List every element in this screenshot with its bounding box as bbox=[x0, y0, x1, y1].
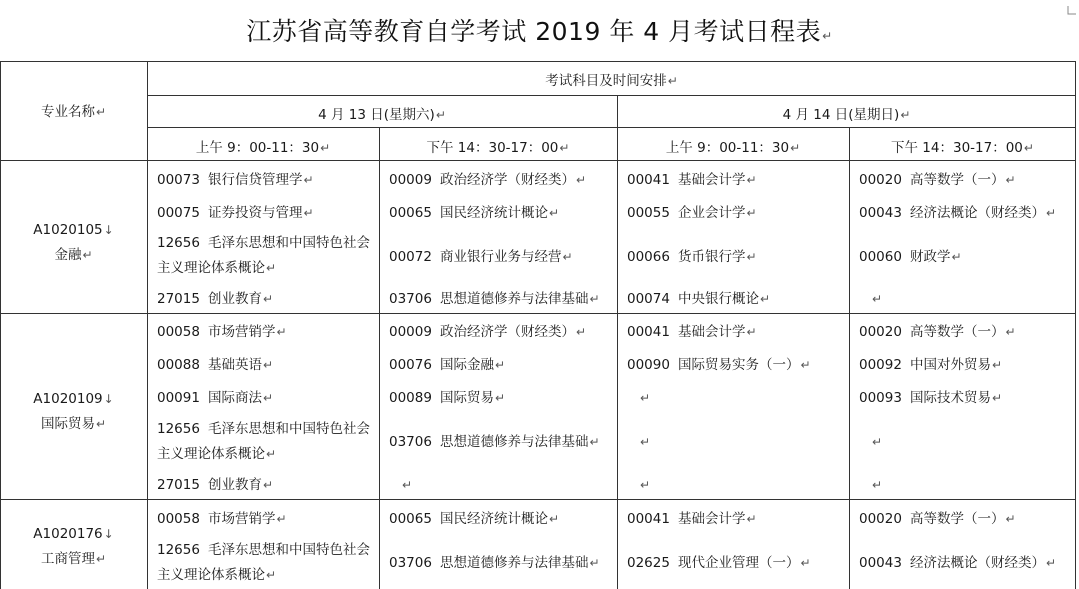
header-slot-1: 上午 9：00-11：30↵ bbox=[195, 140, 331, 156]
course-entry: 00065 国民经济统计概论↵ bbox=[389, 511, 560, 527]
course-entry: 00090 国际贸易实务（一）↵ bbox=[627, 357, 811, 373]
course-entry: 00055 企业会计学↵ bbox=[627, 205, 757, 221]
course-entry: 00092 中国对外贸易↵ bbox=[859, 357, 1003, 373]
header-major-name: 专业名称↵ bbox=[40, 104, 107, 120]
major-label: A1020109↓ 国际贸易↵ bbox=[33, 391, 114, 432]
empty-paragraph-mark: ↵ bbox=[872, 435, 883, 449]
course-entry: 12656 毛泽东思想和中国特色社会主义理论体系概论↵ bbox=[157, 235, 370, 276]
course-entry: 00091 国际商法↵ bbox=[157, 390, 274, 406]
empty-paragraph-mark: ↵ bbox=[640, 478, 651, 492]
course-entry: 00072 商业银行业务与经营↵ bbox=[389, 249, 573, 265]
course-entry: 12656 毛泽东思想和中国特色社会主义理论体系概论↵ bbox=[157, 421, 370, 462]
course-entry: 00009 政治经济学（财经类）↵ bbox=[389, 172, 587, 188]
course-entry: 00058 市场营销学↵ bbox=[157, 511, 287, 527]
course-entry: 00088 基础英语↵ bbox=[157, 357, 274, 373]
course-entry: 00041 基础会计学↵ bbox=[627, 324, 757, 340]
course-entry: 00075 证券投资与管理↵ bbox=[157, 205, 314, 221]
major-label: A1020105↓ 金融↵ bbox=[33, 222, 114, 263]
course-entry: 00020 高等数学（一）↵ bbox=[859, 172, 1016, 188]
header-schedule: 考试科目及时间安排↵ bbox=[545, 73, 678, 89]
course-entry: 12656 毛泽东思想和中国特色社会主义理论体系概论↵ bbox=[157, 542, 370, 583]
course-entry: 00058 市场营销学↵ bbox=[157, 324, 287, 340]
empty-paragraph-mark: ↵ bbox=[640, 435, 651, 449]
empty-paragraph-mark: ↵ bbox=[402, 478, 413, 492]
course-entry: 27015 创业教育↵ bbox=[157, 477, 274, 493]
course-entry: 00093 国际技术贸易↵ bbox=[859, 390, 1003, 406]
course-entry: 00089 国际贸易↵ bbox=[389, 390, 506, 406]
course-entry: 00065 国民经济统计概论↵ bbox=[389, 205, 560, 221]
empty-paragraph-mark: ↵ bbox=[872, 478, 883, 492]
header-slot-2: 下午 14：30-17：00↵ bbox=[426, 140, 570, 156]
page-title: 江苏省高等教育自学考试 2019 年 4 月考试日程表↵ bbox=[246, 17, 833, 46]
course-entry: 00020 高等数学（一）↵ bbox=[859, 324, 1016, 340]
header-day-2: 4 月 14 日(星期日)↵ bbox=[782, 107, 911, 123]
course-entry: 00074 中央银行概论↵ bbox=[627, 291, 771, 307]
course-entry: 00041 基础会计学↵ bbox=[627, 511, 757, 527]
course-entry: 00066 货币银行学↵ bbox=[627, 249, 757, 265]
major-label: A1020176↓ 工商管理↵ bbox=[33, 526, 114, 567]
empty-paragraph-mark: ↵ bbox=[872, 292, 883, 306]
course-entry: 00009 政治经济学（财经类）↵ bbox=[389, 324, 587, 340]
header-day-1: 4 月 13 日(星期六)↵ bbox=[318, 107, 446, 123]
course-entry: 03706 思想道德修养与法律基础↵ bbox=[389, 291, 600, 307]
course-entry: 00060 财政学↵ bbox=[859, 249, 962, 265]
header-slot-3: 上午 9：00-11：30↵ bbox=[665, 140, 801, 156]
course-entry: 00076 国际金融↵ bbox=[389, 357, 506, 373]
course-entry: 00073 银行信贷管理学↵ bbox=[157, 172, 314, 188]
header-slot-4: 下午 14：30-17：00↵ bbox=[891, 140, 1034, 156]
course-entry: 00041 基础会计学↵ bbox=[627, 172, 757, 188]
course-entry: 00043 经济法概论（财经类）↵ bbox=[859, 205, 1057, 221]
course-entry: 03706 思想道德修养与法律基础↵ bbox=[389, 434, 600, 450]
course-entry: 27015 创业教育↵ bbox=[157, 291, 274, 307]
course-entry: 03706 思想道德修养与法律基础↵ bbox=[389, 555, 600, 571]
course-entry: 02625 现代企业管理（一）↵ bbox=[627, 555, 811, 571]
course-entry: 00043 经济法概论（财经类）↵ bbox=[859, 555, 1057, 571]
course-entry: 00020 高等数学（一）↵ bbox=[859, 511, 1016, 527]
empty-paragraph-mark: ↵ bbox=[640, 391, 651, 405]
